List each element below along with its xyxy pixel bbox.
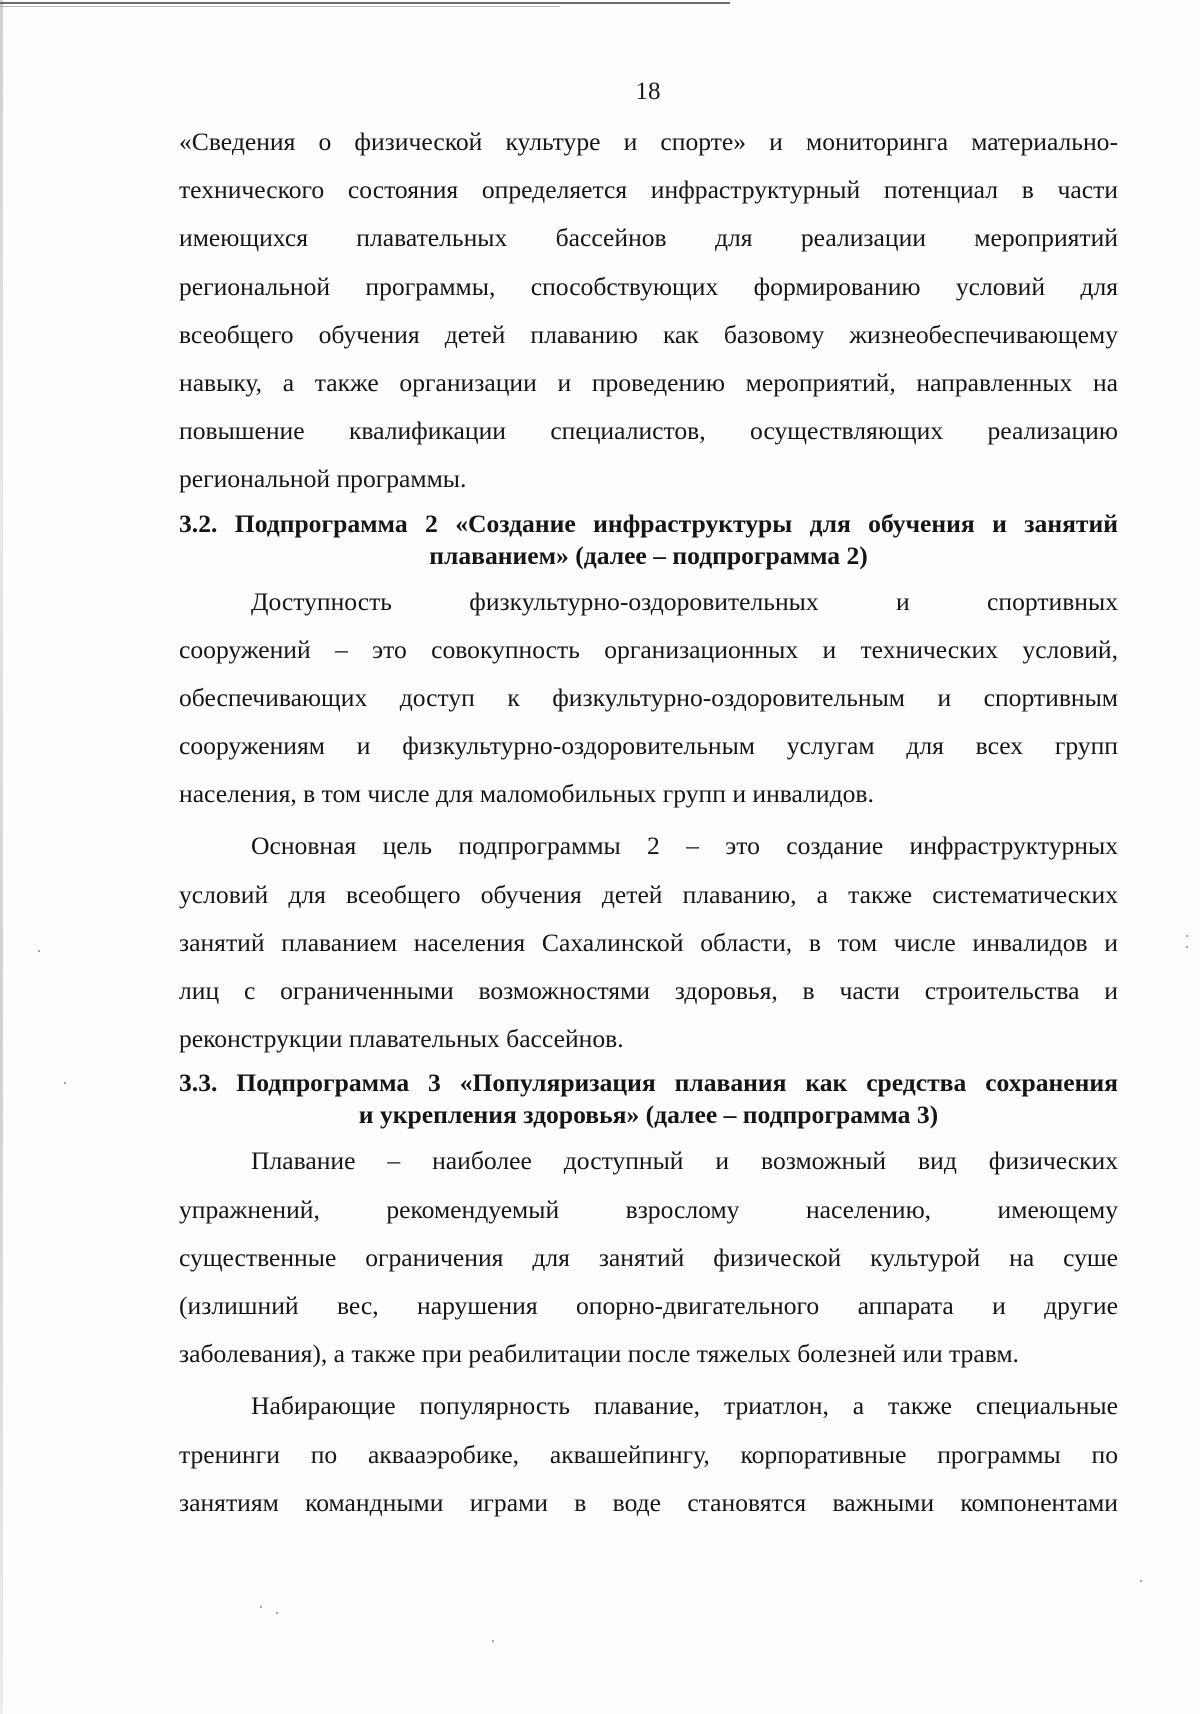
text-line: (излишний вес, нарушения опорно-двигательного аппарата и другие xyxy=(179,1290,1118,1320)
text-line: занятиям командными играми в воде становятся важными компонентами xyxy=(179,1487,1118,1517)
text-line: реконструкции плавательных бассейнов. xyxy=(179,1024,624,1054)
heading-line: 3.3. Подпрограмма 3 «Популяризация плавания как средства сохранения xyxy=(179,1068,1118,1098)
text-line: Основная цель подпрограммы 2 – это создание инфраструктурных xyxy=(251,831,1118,861)
text-line: Плавание – наиболее доступный и возможный вид физических xyxy=(251,1146,1118,1176)
scan-top-rule-secondary xyxy=(0,6,560,7)
text-line: тренинги по аквааэробике, аквашейпингу, корпоративные программы по xyxy=(179,1439,1118,1469)
text-line: Доступность физкультурно-оздоровительных и спортивных xyxy=(251,586,1118,616)
scan-speck xyxy=(260,1606,262,1608)
scan-speck xyxy=(64,1082,66,1084)
scan-speck xyxy=(1140,1580,1142,1582)
document-body xyxy=(179,118,1118,1527)
text-line: всеобщего обучения детей плаванию как базовому жизнеобеспечивающему xyxy=(179,319,1118,349)
text-line: населения, в том числе для маломобильных групп и инвалидов. xyxy=(179,779,874,809)
text-line: имеющихся плавательных бассейнов для реализации мероприятий xyxy=(179,223,1118,253)
text-line: региональной программы, способствующих формированию условий для xyxy=(179,271,1118,301)
scan-speck xyxy=(1186,946,1188,948)
page-number: 18 xyxy=(635,78,661,105)
paragraph-infrastructure-potential xyxy=(179,118,1118,504)
paragraph-swimming-benefits xyxy=(179,1137,1118,1378)
text-line: сооружениям и физкультурно-оздоровительным услугам для всех групп xyxy=(179,731,1118,761)
section-heading-3-3 xyxy=(179,1067,1118,1131)
text-line: существенные ограничения для занятий физической культурой на суше xyxy=(179,1242,1118,1272)
scan-speck xyxy=(1186,935,1188,937)
text-line: навыку, а также организации и проведению мероприятий, направленных на xyxy=(179,367,1118,397)
text-line: повышение квалификации специалистов, осуществляющих реализацию xyxy=(179,416,1118,446)
scan-speck xyxy=(276,1612,278,1614)
text-line: сооружений – это совокупность организационных и технических условий, xyxy=(179,634,1118,664)
text-line: упражнений, рекомендуемый взрослому населению, имеющему xyxy=(179,1194,1118,1224)
text-line: занятий плаванием населения Сахалинской области, в том числе инвалидов и xyxy=(179,927,1118,957)
heading-line: плаванием» (далее – подпрограмма 2) xyxy=(429,540,868,570)
paragraph-main-goal xyxy=(179,822,1118,1063)
scan-left-edge xyxy=(0,0,3,1714)
text-line: региональной программы. xyxy=(179,464,467,494)
text-line: лиц с ограниченными возможностями здоровья, в части строительства и xyxy=(179,976,1118,1005)
heading-line: 3.2. Подпрограмма 2 «Создание инфраструктуры для обучения и занятий xyxy=(179,508,1118,538)
paragraph-accessibility xyxy=(179,578,1118,819)
text-line: технического состояния определяется инфраструктурный потенциал в части xyxy=(179,175,1118,205)
heading-line: и укрепления здоровья» (далее – подпрограмма 3) xyxy=(358,1100,939,1130)
scan-speck xyxy=(38,950,40,952)
text-line: «Сведения о физической культуре и спорте» и мониторинга материально- xyxy=(179,127,1118,156)
scan-top-rule xyxy=(0,2,730,4)
text-line: заболевания), а также при реабилитации после тяжелых болезней или травм. xyxy=(179,1339,1019,1369)
text-line: условий для всеобщего обучения детей плаванию, а также систематических xyxy=(179,879,1118,909)
scan-speck xyxy=(492,1640,494,1642)
text-line: обеспечивающих доступ к физкультурно-оздоровительным и спортивным xyxy=(179,682,1118,712)
section-heading-3-2 xyxy=(179,508,1118,572)
text-line: Набирающие популярность плавание, триатлон, а также специальные xyxy=(251,1391,1118,1421)
paragraph-popular-trends xyxy=(179,1382,1118,1527)
